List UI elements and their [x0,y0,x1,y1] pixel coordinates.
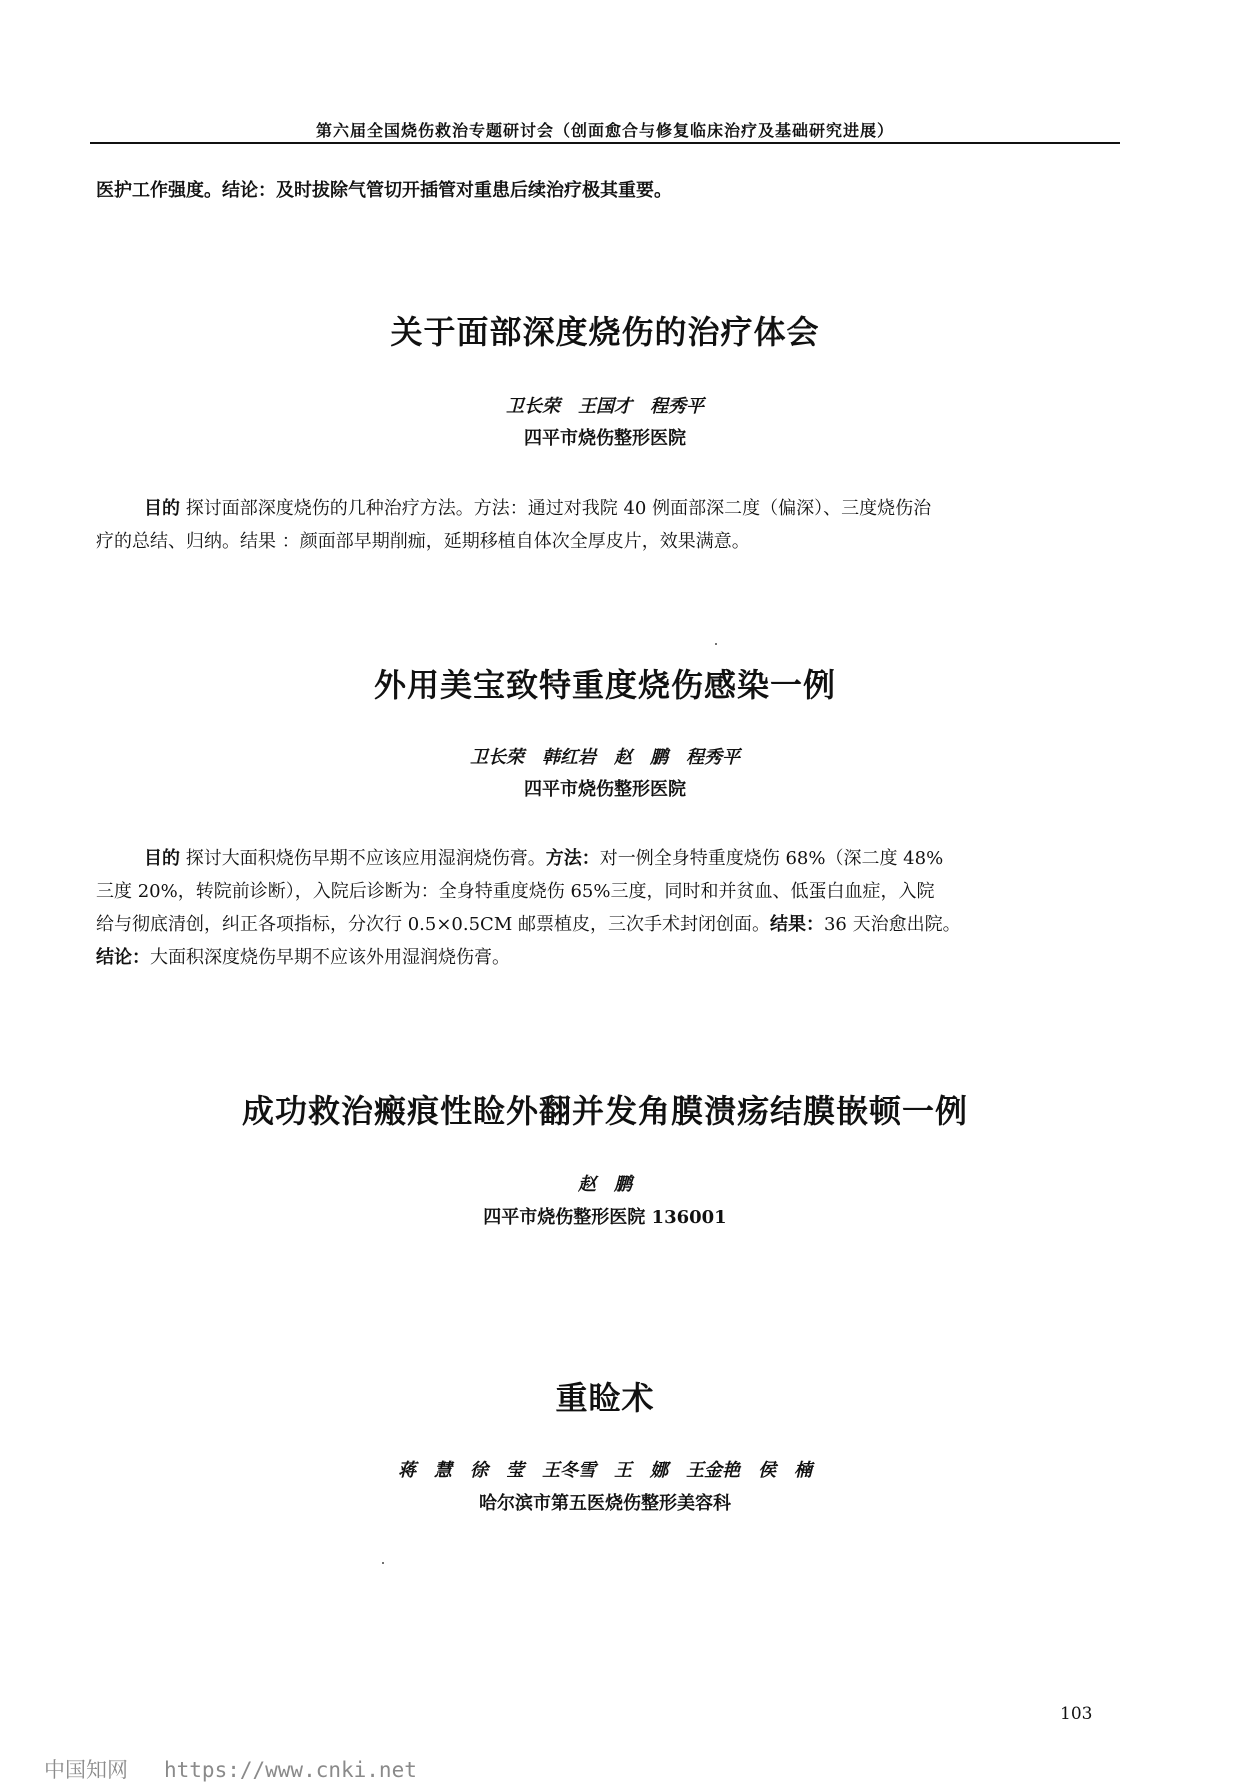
abstract-line [96,492,1114,525]
abstract-text: 大面积深度烧伤早期不应该外用湿润烧伤膏。 [150,947,510,968]
abstract-text: 给与彻底清创，纠正各项指标，分次行 0.5×0.5CM 邮票植皮，三次手术封闭创面。 [96,914,770,935]
abstract-text: 探讨面部深度烧伤的几种治疗方法。方法：通过对我院 40 例面部深二度（偏深）、三度烧伤治 [180,498,932,519]
continuation-text: 医护工作强度。结论：及时拔除气管切开插管对重患后续治疗极其重要。 [96,180,672,201]
abstract-keyword: 结果： [769,914,824,935]
article-title-1: 关于面部深度烧伤的治疗体会 [390,313,820,351]
watermark-url: https://www.cnki.net [164,1758,417,1782]
article-authors-1: 卫长荣 王国才 程秀平 [506,396,704,417]
page-number: 103 [1060,1704,1093,1724]
article-affiliation-1: 四平市烧伤整形医院 [524,428,686,449]
scan-speck [382,1562,384,1564]
abstract-keyword: 目的 [144,498,180,519]
abstract-text: 探讨大面积烧伤早期不应该应用湿润烧伤膏。 [180,848,546,869]
abstract-line [96,525,1114,558]
abstract-text: 疗的总结、归纳。结果 ：颜面部早期削痂，延期移植自体次全厚皮片，效果满意。 [96,531,750,552]
cnki-watermark [44,1754,417,1784]
article-title-4: 重睑术 [555,1379,655,1417]
scan-speck [715,643,717,645]
abstract-text: 对一例全身特重度烧伤 68%（深二度 48% [599,848,944,869]
abstract-line [96,842,1114,875]
article-title-2: 外用美宝致特重度烧伤感染一例 [373,666,836,704]
header-rule [90,142,1120,144]
watermark-site-name: 中国知网 [44,1758,128,1782]
article-affiliation-3: 四平市烧伤整形医院 136001 [483,1207,727,1228]
article-abstract-1 [96,492,1114,558]
article-authors-4: 蒋 慧 徐 莹 王冬雪 王 娜 王金艳 侯 楠 [398,1460,812,1481]
abstract-text: 三度 20%，转院前诊断），入院后诊断为：全身特重度烧伤 65%三度，同时和并贫血、低蛋白血症，入院 [96,881,935,902]
abstract-text: 36 天治愈出院。 [823,914,961,935]
abstract-keyword: 结论： [96,947,150,968]
article-authors-2: 卫长荣 韩红岩 赵 鹏 程秀平 [470,747,740,768]
abstract-keyword: 方法： [545,848,600,869]
article-authors-3: 赵 鹏 [578,1174,632,1195]
article-title-3: 成功救治瘢痕性睑外翻并发角膜溃疡结膜嵌顿一例 [241,1092,968,1130]
abstract-line [96,941,1114,974]
article-affiliation-4: 哈尔滨市第五医烧伤整形美容科 [479,1493,731,1514]
running-header: 第六届全国烧伤救治专题研讨会（创面愈合与修复临床治疗及基础研究进展） [315,121,894,140]
article-affiliation-2: 四平市烧伤整形医院 [524,779,686,800]
abstract-line [96,908,1114,941]
abstract-line [96,875,1114,908]
article-abstract-2 [96,842,1114,974]
abstract-keyword: 目的 [144,848,180,869]
